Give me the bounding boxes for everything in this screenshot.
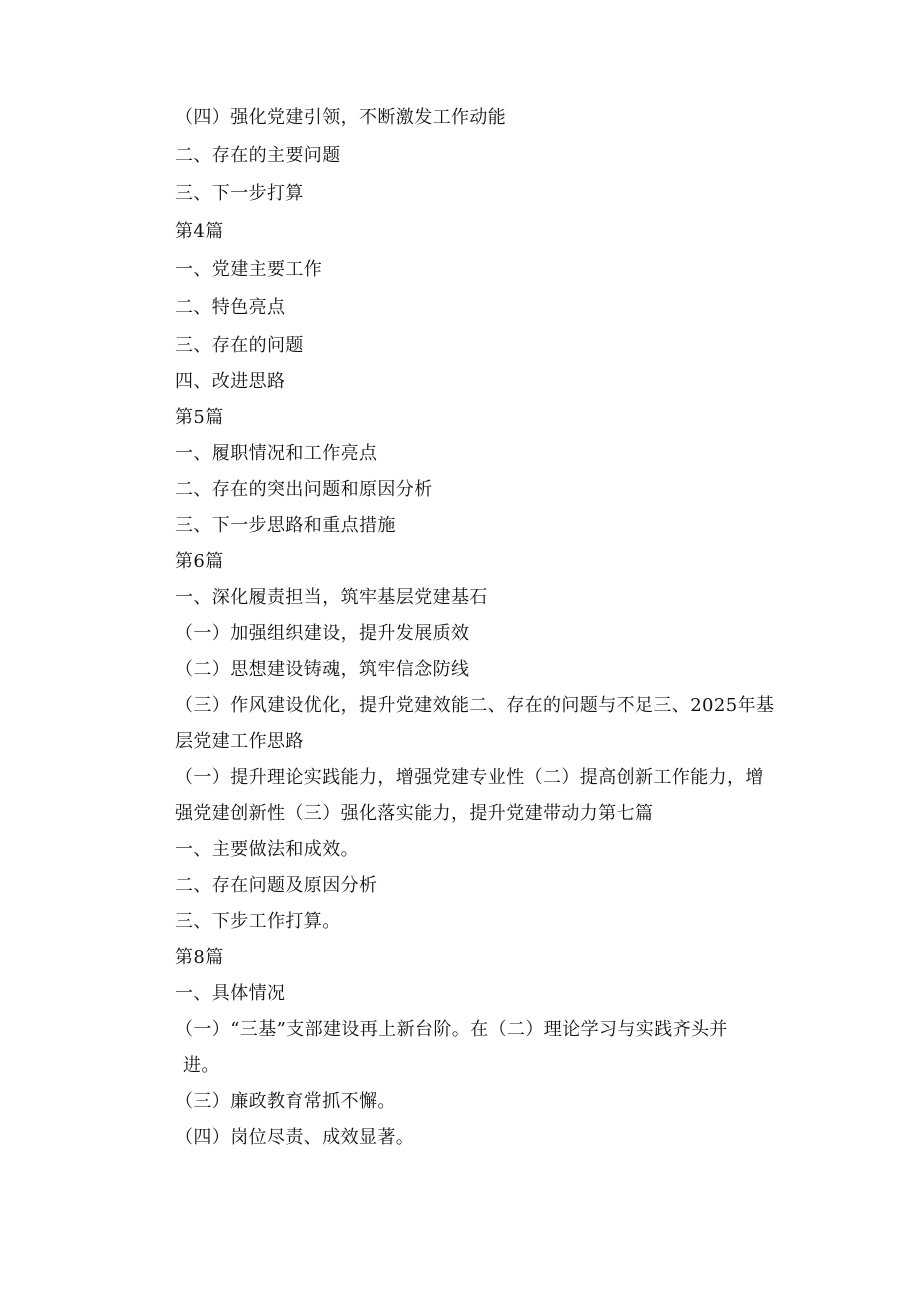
subsection-heading: （四）岗位尽责、成效显著。 (175, 1127, 415, 1148)
chapter-heading: 第5篇 (175, 407, 224, 428)
paragraph-line: 强党建创新性（三）强化落实能力，提升党建带动力第七篇 (175, 803, 654, 824)
chapter-heading: 第4篇 (175, 221, 224, 242)
subsection-heading: （二）思想建设铸魂，筑牢信念防线 (175, 659, 470, 680)
paragraph-line: （三）作风建设优化，提升党建效能二、存在的问题与不足三、2025年基 (175, 695, 775, 716)
subsection-heading: （一）加强组织建设，提升发展质效 (175, 623, 470, 644)
paragraph-line: 层党建工作思路 (175, 731, 304, 752)
subsection-heading: （三）廉政教育常抓不懈。 (175, 1091, 396, 1112)
section-heading: 二、存在的突出问题和原因分析 (175, 479, 433, 500)
section-heading: 三、下一步思路和重点措施 (175, 515, 396, 536)
chapter-heading: 第8篇 (175, 947, 224, 968)
section-heading: 二、存在问题及原因分析 (175, 875, 378, 896)
section-heading: （四）强化党建引领，不断激发工作动能 (175, 107, 507, 128)
section-heading: 一、履职情况和工作亮点 (175, 443, 378, 464)
paragraph-line: （一）“三基”支部建设再上新台阶。在（二）理论学习与实践齐头并 (175, 1019, 728, 1040)
section-heading: 一、具体情况 (175, 983, 286, 1004)
section-heading: 三、存在的问题 (175, 335, 304, 356)
paragraph-line: 进。 (183, 1055, 220, 1076)
section-heading: 二、存在的主要问题 (175, 145, 341, 166)
section-heading: 一、主要做法和成效。 (175, 839, 359, 860)
document-body (175, 103, 785, 1159)
section-heading: 三、下一步打算 (175, 183, 304, 204)
section-heading: 二、特色亮点 (175, 297, 286, 318)
section-heading: 一、深化履责担当，筑牢基层党建基石 (175, 587, 488, 608)
section-heading: 三、下步工作打算。 (175, 911, 341, 932)
paragraph-line: （一）提升理论实践能力，增强党建专业性（二）提高创新工作能力，增 (175, 767, 764, 788)
section-heading: 四、改进思路 (175, 371, 286, 392)
chapter-heading: 第6篇 (175, 551, 224, 572)
section-heading: 一、党建主要工作 (175, 259, 323, 280)
